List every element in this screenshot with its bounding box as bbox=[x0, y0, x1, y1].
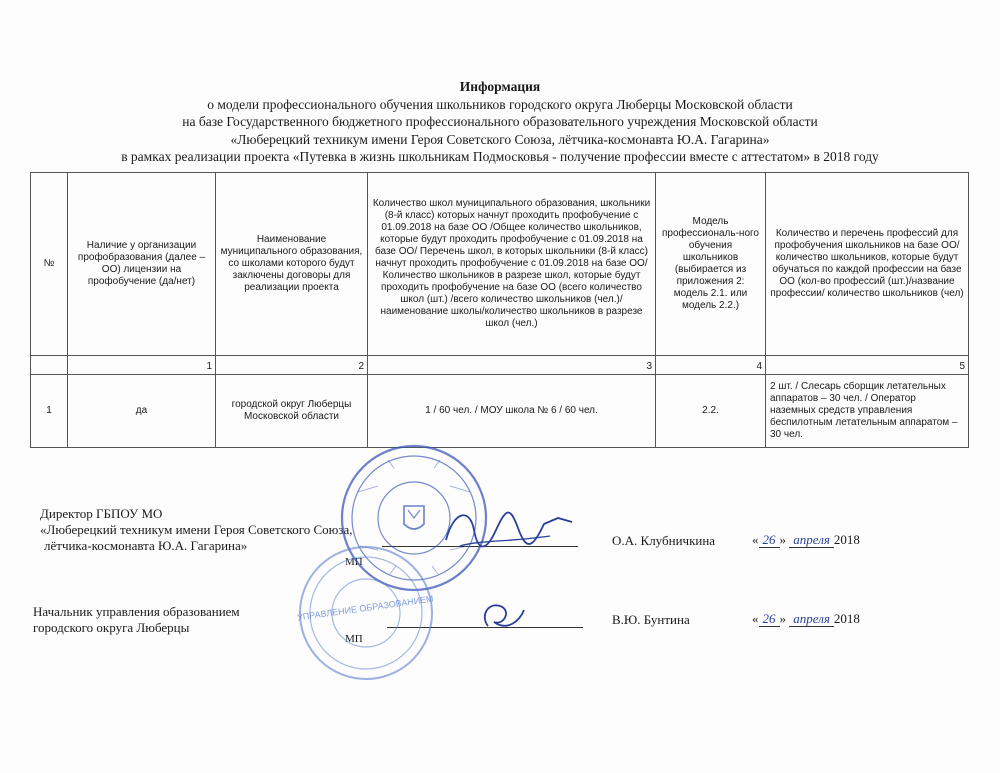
header-cell-municipality: Наименование муниципального образования, со школами которого будут заключены договоры для реализации проекта bbox=[216, 173, 368, 356]
header-cell-professions: Количество и перечень профессий для профобучения школьников на базе ОО/ количество школьников, которые будут обучаться по каждой профессии на базе ОО (кол-во профессий (шт.)/название профессии/ количество школьников (чел) bbox=[766, 173, 969, 356]
college-seal-stamp bbox=[338, 442, 490, 594]
license-cell: да bbox=[68, 375, 216, 448]
director-title bbox=[40, 506, 353, 554]
chief-date bbox=[752, 611, 860, 627]
document-heading: Информация bbox=[459, 79, 541, 94]
quote-open: « bbox=[752, 611, 759, 626]
row-number: 1 bbox=[31, 375, 68, 448]
title-line-1: о модели профессионального обучения школьников городского округа Люберцы Московской области bbox=[207, 96, 793, 112]
header-cell-license: Наличие у организации профобразования (далее – ОО) лицензии на профобучение (да/нет) bbox=[68, 173, 216, 356]
header-cell-number: № bbox=[31, 173, 68, 356]
header-cell-schools: Количество школ муниципального образования, школьники (8-й класс) которых начнут проходить профобучение с 01.09.2018 на базе ОО /Общее количество школьников, которые будут проходить профобучение с 01.09.2018 на базе ОО/ Перечень школ, в которых школьники (8-й класс) начнут проходить профобучение с 01.09.2018 на базе ОО/Количество школьников в разрезе школ, которые будут проходить профобучение на базе ОО (всего количество школ (шт.) /всего количество школьников (чел.)/ наименование школы/количество школьников в разрезе школ (чел.) bbox=[368, 173, 656, 356]
column-number: 5 bbox=[766, 356, 969, 375]
director-date-month: апреля bbox=[789, 532, 834, 548]
chief-signature-line bbox=[387, 627, 583, 628]
chief-title bbox=[33, 604, 240, 636]
document-title-block bbox=[0, 78, 1000, 166]
chief-date-month: апреля bbox=[789, 611, 834, 627]
chief-title-line-2: городского округа Люберцы bbox=[33, 620, 190, 635]
chief-seal-label: МП bbox=[345, 633, 363, 645]
title-line-2: на базе Государственного бюджетного профессионального образовательного учреждения Московской области bbox=[182, 114, 818, 129]
director-date bbox=[752, 532, 860, 548]
chief-date-year: 2018 bbox=[833, 611, 860, 626]
column-number bbox=[31, 356, 68, 375]
education-seal-stamp bbox=[296, 543, 436, 683]
title-line-3: «Люберецкий техникум имени Героя Советского Союза, лётчика-космонавта Ю.А. Гагарина» bbox=[230, 131, 770, 147]
director-date-year: 2018 bbox=[833, 532, 860, 547]
seal-text: УПРАВЛЕНИЕ ОБРАЗОВАНИЕМ bbox=[296, 593, 435, 623]
table-header-row bbox=[31, 173, 969, 356]
director-signature-line bbox=[382, 546, 578, 547]
column-number: 2 bbox=[216, 356, 368, 375]
director-seal-label: МП bbox=[345, 556, 363, 568]
table-row bbox=[31, 375, 969, 448]
title-line-4: в рамках реализации проекта «Путевка в жизнь школьникам Подмосковья - получение профессии вместе с аттестатом» в 2018 году bbox=[121, 149, 879, 164]
chief-signature bbox=[478, 596, 528, 636]
header-cell-model: Модель профессиональ-ного обучения школьников (выбирается из приложения 2: модель 2.1. или модель 2.2.) bbox=[656, 173, 766, 356]
professions-cell: 2 шт. / Слесарь сборщик летательных аппаратов – 30 чел. / Оператор наземных средств управления беспилотным летательным аппаратом – 30 чел. bbox=[766, 375, 969, 448]
info-table bbox=[30, 172, 969, 448]
chief-title-line-1: Начальник управления образованием bbox=[33, 604, 240, 619]
quote-open: « bbox=[752, 532, 759, 547]
director-name: О.А. Клубничкина bbox=[612, 533, 716, 548]
column-number-row bbox=[31, 356, 969, 375]
column-number: 4 bbox=[656, 356, 766, 375]
column-number: 1 bbox=[68, 356, 216, 375]
chief-name: В.Ю. Бунтина bbox=[612, 612, 690, 627]
quote-close: » bbox=[779, 532, 786, 547]
column-number: 3 bbox=[368, 356, 656, 375]
quote-close: » bbox=[779, 611, 786, 626]
chief-date-day: 26 bbox=[759, 611, 780, 627]
director-signature bbox=[440, 500, 580, 560]
municipality-cell: городской округ Люберцы Московской области bbox=[216, 375, 368, 448]
director-title-line-2: «Люберецкий техникум имени Героя Советского Союза, bbox=[40, 522, 353, 537]
schools-cell: 1 / 60 чел. / МОУ школа № 6 / 60 чел. bbox=[368, 375, 656, 448]
director-title-line-3: лётчика-космонавта Ю.А. Гагарина» bbox=[44, 538, 248, 553]
model-cell: 2.2. bbox=[656, 375, 766, 448]
director-date-day: 26 bbox=[759, 532, 780, 548]
director-title-line-1: Директор ГБПОУ МО bbox=[40, 506, 163, 521]
